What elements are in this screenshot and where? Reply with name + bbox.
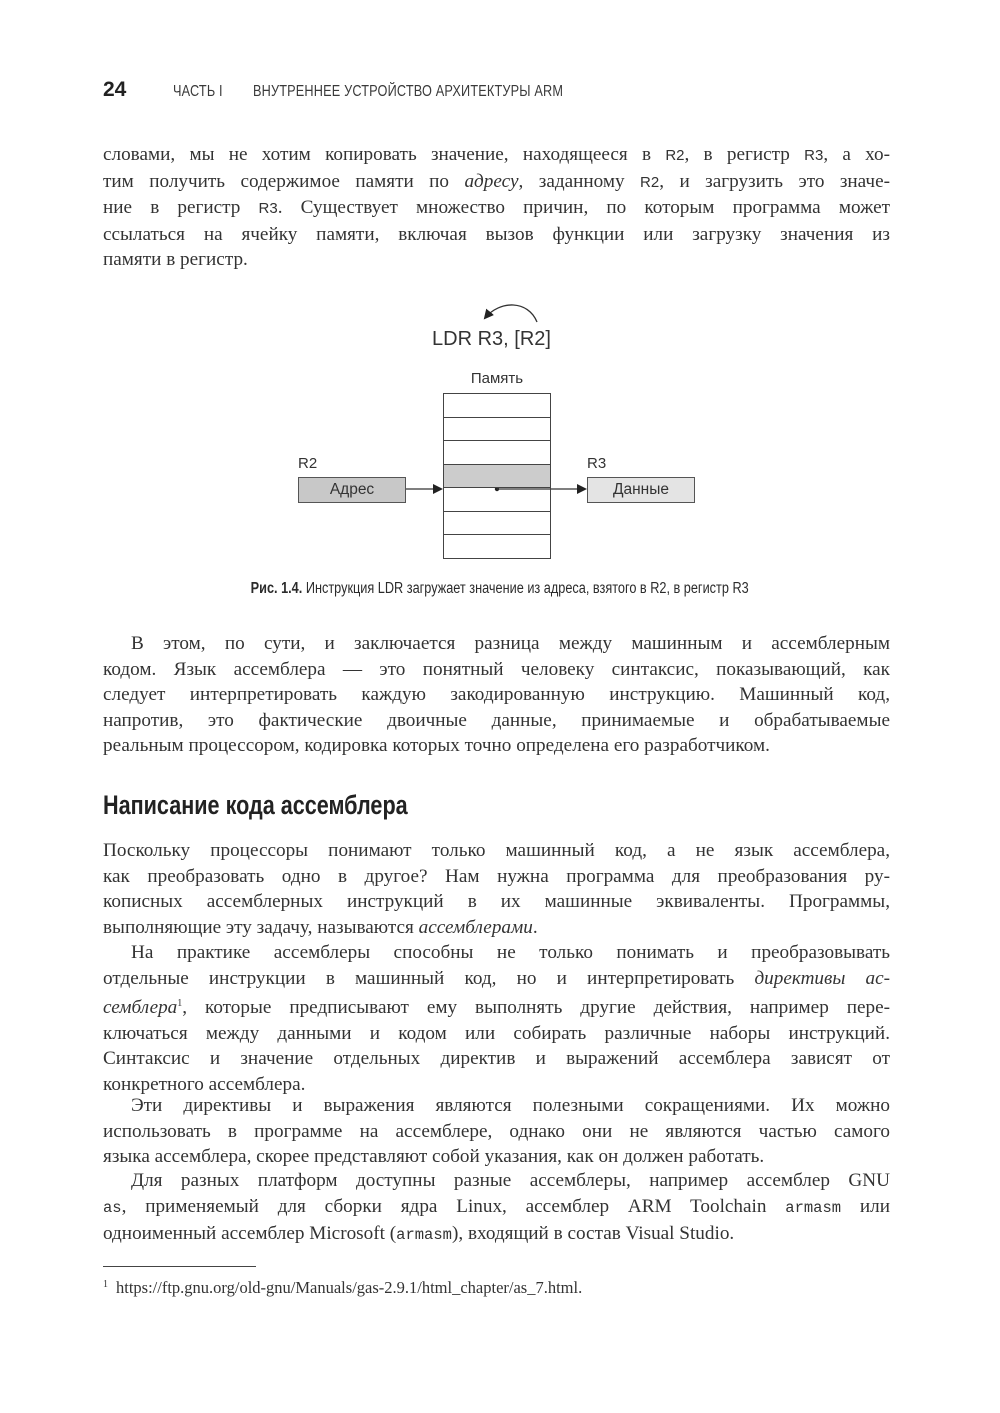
- text-line: использовать в программе на ассемблере, однако они не являются частью самого: [103, 1120, 890, 1142]
- source-register-name: R2: [298, 455, 318, 472]
- emphasis: ассемблерами: [418, 916, 533, 938]
- paragraph-machine-vs-assembly: [103, 631, 890, 759]
- text-line: напротив, это фактические двоичные данные, принимаемые и обрабатываемые: [103, 709, 890, 731]
- text-line: словами, мы не хотим копировать значение, находящееся в R2, в регистр R3, а хо-: [103, 144, 890, 165]
- dest-register-name: R3: [587, 455, 607, 472]
- memory-cell-dot-icon: [495, 487, 499, 491]
- text-line: as, применяемый для сборки ядра Linux, ассемблер ARM Toolchain armasm или: [103, 1195, 890, 1217]
- text-line: В этом, по сути, и заключается разница между машинным и ассемблерным: [131, 633, 890, 654]
- emphasis: директивы ас-: [754, 967, 891, 989]
- footnote-marker: 1: [103, 1279, 108, 1290]
- register-name: R2: [665, 147, 685, 164]
- instruction-label: LDR R3, [R2]: [432, 328, 551, 350]
- text-line: следует интерпретировать каждую закодированную инструкцию. Машинный код,: [103, 684, 890, 706]
- inline-code: armasm: [396, 1226, 452, 1245]
- footnote-divider: [103, 1266, 256, 1267]
- curved-arrow-icon: [485, 305, 537, 322]
- section-paragraph-4: [103, 1168, 890, 1249]
- source-register-box: Адрес: [298, 477, 406, 503]
- section-paragraph-1: [103, 838, 890, 940]
- running-header: [103, 78, 564, 106]
- text-line: конкретного ассемблера.: [103, 1073, 306, 1095]
- memory-cell-highlighted: [444, 465, 550, 489]
- dest-register-box: Данные: [587, 477, 695, 503]
- intro-paragraph: [103, 142, 890, 273]
- text-line: На практике ассемблеры способны не только понимать и преобразовывать: [131, 942, 890, 963]
- text-line: Поскольку процессоры понимают только машинный код, а не язык ассемблера,: [103, 840, 890, 861]
- inline-code: as: [103, 1198, 122, 1217]
- text-line: Эти директивы и выражения являются полезными сокращениями. Их можно: [131, 1095, 890, 1116]
- text-line: ние в регистр R3. Существует множество причин, по которым программа может: [103, 197, 890, 219]
- register-name: R2: [640, 173, 660, 191]
- text-line: Для разных платформ доступны разные ассемблеры, например ассемблер GNU: [131, 1170, 890, 1191]
- text-line: языка ассемблера, скорее представляют собой указания, как он должен работать.: [103, 1146, 765, 1168]
- footnote: [103, 1278, 582, 1298]
- memory-cell: [444, 535, 550, 559]
- text-line: ссылаться на ячейку памяти, включая вызов функции или загрузку значения из: [103, 223, 890, 245]
- memory-cell: [444, 512, 550, 536]
- text-line: тим получить содержимое памяти по адресу, заданному R2, и загрузить это значе-: [103, 170, 890, 192]
- part-label: ЧАСТЬ I: [173, 83, 224, 100]
- text-line: как преобразовать одно в другое? Нам нужна программа для преобразования ру-: [103, 865, 890, 887]
- memory-cell: [444, 394, 550, 418]
- text-line: кодом. Язык ассемблера — это понятный человеку синтаксис, показывающий, как: [103, 658, 890, 680]
- text-line: Синтаксис и значение отдельных директив и выражений ассемблера зависят от: [103, 1048, 890, 1070]
- emphasis: адресу: [464, 170, 519, 192]
- figure-caption: [0, 580, 1000, 598]
- footnote-ref[interactable]: 1: [177, 998, 183, 1010]
- inline-code: armasm: [785, 1198, 842, 1217]
- emphasis: семблера: [103, 997, 178, 1019]
- text-line: выполняющие эту задачу, называются ассемблерами.: [103, 916, 538, 938]
- register-name: R3: [804, 147, 824, 164]
- text-line: кописных ассемблерных инструкций в их машинные эквиваленты. Программы,: [103, 891, 890, 913]
- text-line: отдельные инструкции в машинный код, но и интерпретировать директивы ас-: [103, 967, 891, 989]
- text-line: ключаться между данными и кодом или собирать различные наборы инструкций.: [103, 1022, 890, 1044]
- memory-cell: [444, 418, 550, 442]
- section-paragraph-2: [103, 940, 890, 1098]
- chapter-title: ВНУТРЕННЕЕ УСТРОЙСТВО АРХИТЕКТУРЫ ARM: [253, 83, 564, 100]
- text-line: реальным процессором, кодировка которых точно определена его разработчиком.: [103, 735, 770, 757]
- section-heading: Написание кода ассемблера: [103, 790, 408, 820]
- memory-cell: [444, 488, 550, 512]
- memory-label: Память: [470, 370, 524, 387]
- caption-text: Инструкция LDR загружает значение из адреса, взятого в R2, в регистр R3: [306, 580, 750, 597]
- register-name: R3: [258, 200, 278, 218]
- text-line: семблера$^1$, которые предписывают ему выполнять другие действия, например пере-: [103, 997, 890, 1019]
- memory-cell: [444, 441, 550, 465]
- page-number: 24: [103, 78, 127, 101]
- text-line: одноименный ассемблер Microsoft (armasm), входящий в состав Visual Studio.: [103, 1223, 735, 1245]
- caption-number: Рис. 1.4.: [250, 580, 303, 597]
- footnote-link[interactable]: https://ftp.gnu.org/old-gnu/Manuals/gas-2.9.1/html_chapter/as_7.html.: [116, 1278, 583, 1297]
- section-paragraph-3: [103, 1093, 890, 1170]
- memory-column: [443, 393, 551, 559]
- text-line: памяти в регистр.: [103, 249, 248, 271]
